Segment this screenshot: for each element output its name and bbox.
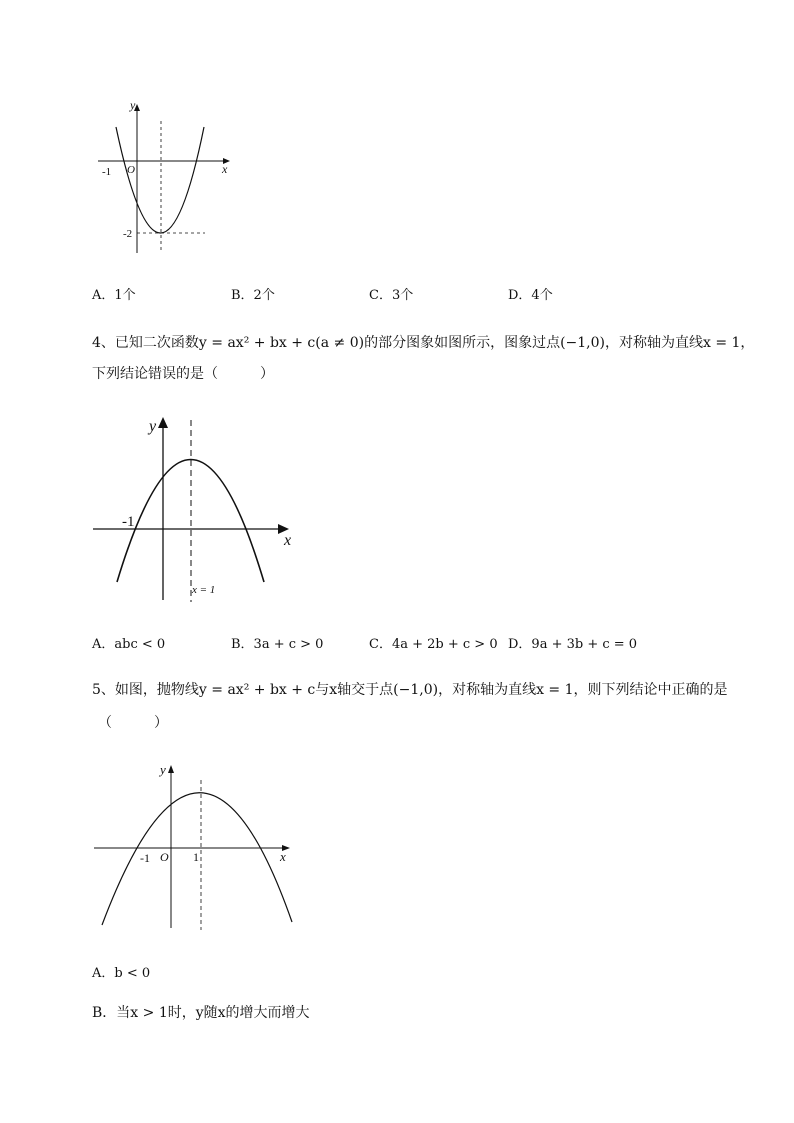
fig1-x-tick-label: -1 [102, 166, 112, 178]
q4-stem-line2: 下列结论错误的是（ ） [92, 366, 274, 382]
q4-number: 4、 [92, 335, 115, 351]
figure-1-parabola [90, 95, 240, 260]
q4-option-a: A．abc < 0 [92, 637, 166, 652]
figure-2-parabola [88, 412, 303, 607]
fig3-y-arrow [168, 765, 174, 773]
fig2-axis-label: x = 1 [192, 584, 216, 596]
fig3-x-label: x [280, 849, 286, 864]
fig2-x-label: x [284, 532, 292, 549]
fig1-y-label: y [130, 98, 136, 112]
q5-number: 5、 [92, 682, 115, 698]
q4-option-d: D．9a + 3b + c = 0 [508, 637, 638, 652]
q5-option-b: B．当x > 1时，y随x的增大而增大 [92, 1005, 310, 1021]
fig1-origin-label: O [127, 164, 135, 176]
q5-option-a: A．b < 0 [92, 966, 151, 981]
fig3-tick-pos: 1 [193, 850, 199, 864]
q4-option-b: B．3a + c > 0 [231, 637, 324, 652]
fig3-tick-neg: -1 [140, 851, 150, 865]
q4-text-1: 已知二次函数y = ax² + bx + c(a ≠ 0)的部分图象如图所示，图象过点(−1,0)，对称轴为直线x = 1， [114, 335, 755, 351]
q3-option-a: A．1个 [92, 288, 136, 303]
fig3-origin-label: O [160, 850, 169, 864]
fig3-y-label: y [160, 762, 166, 777]
q5-text-1: 如图，抛物线y = ax² + bx + c与x轴交于点(−1,0)，对称轴为直线x = 1，则下列结论中正确的是 [114, 682, 728, 698]
q4-stem-line1 [92, 333, 754, 353]
q5-stem-line1 [92, 680, 728, 700]
q3-option-d: D．4个 [508, 288, 553, 303]
fig2-y-arrow [158, 417, 168, 428]
q5-stem-line2: （ ） [98, 715, 168, 731]
q3-option-c: C．3个 [369, 288, 414, 303]
fig1-y-tick-label: -2 [123, 228, 133, 240]
q4-option-c: C．4a + 2b + c > 0 [369, 637, 498, 652]
fig2-y-label: y [149, 418, 157, 435]
q3-option-b: B．2个 [231, 288, 275, 303]
fig1-curve [116, 127, 204, 233]
figure-3-parabola [90, 760, 300, 935]
fig2-tick-label: -1 [122, 514, 135, 530]
fig1-x-label: x [222, 162, 228, 176]
